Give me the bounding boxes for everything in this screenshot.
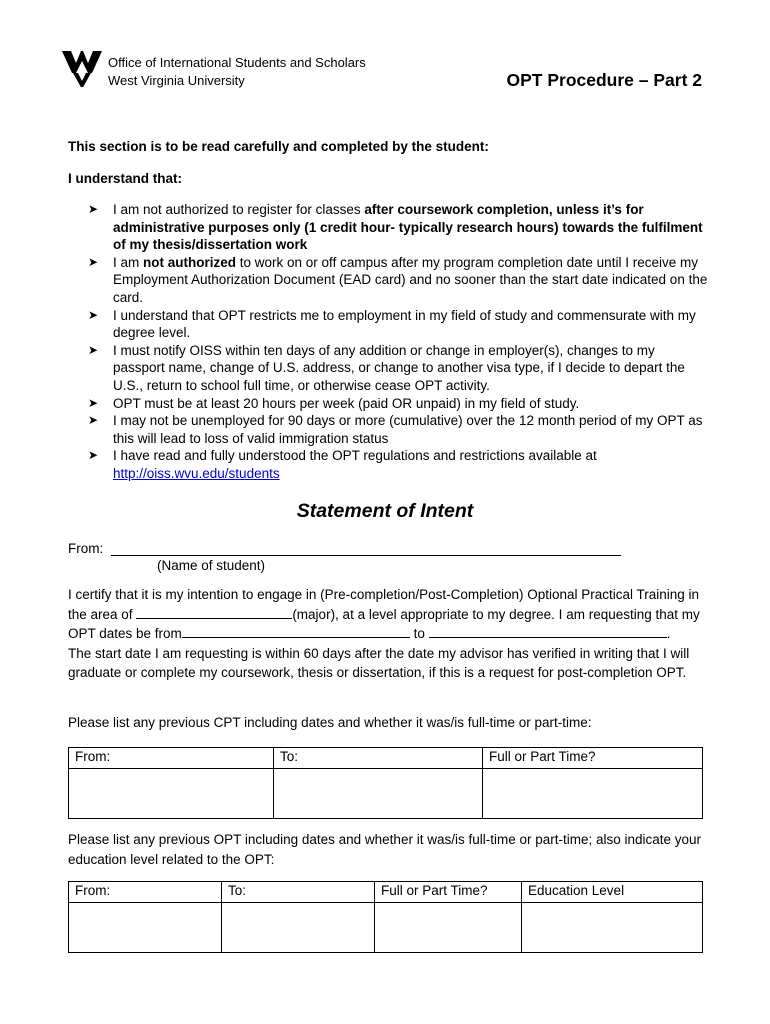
column-header: Education Level xyxy=(522,882,703,903)
cpt-time-cell[interactable] xyxy=(483,769,703,819)
table-row xyxy=(69,769,703,819)
arrow-bullet-icon: ➤ xyxy=(88,342,99,357)
acknowledgement-list xyxy=(68,201,708,483)
table-header-row xyxy=(69,748,703,769)
opt-education-cell[interactable] xyxy=(522,903,703,953)
office-name xyxy=(108,54,366,90)
cpt-prompt: Please list any previous CPT including dates and whether it was/is full-time or part-time: xyxy=(68,715,592,730)
oiss-students-link[interactable]: http://oiss.wvu.edu/students xyxy=(113,465,280,481)
opt-start-date-field[interactable] xyxy=(182,625,410,638)
wvu-logo xyxy=(62,47,102,87)
column-header: From: xyxy=(69,748,274,769)
statement-title: Statement of Intent xyxy=(296,500,474,522)
office-line-1: Office of International Students and Scholars xyxy=(108,55,366,70)
list-item: ➤ I may not be unemployed for 90 days or more (cumulative) over the 12 month period of my OPT as this will lead to loss of valid immigration status xyxy=(88,413,703,446)
arrow-bullet-icon: ➤ xyxy=(88,395,99,410)
intro-instruction: This section is to be read carefully and completed by the student: xyxy=(68,139,489,154)
list-item: ➤ OPT must be at least 20 hours per week (paid OR unpaid) in my field of study. xyxy=(88,395,580,411)
opt-to-cell[interactable] xyxy=(222,903,375,953)
list-item: ➤ I am not authorized to register for classes after coursework completion, unless it’s for administrative purposes only (1 credit hour- typically research hours) towards the fulfilment of my thesis/dissertation work xyxy=(88,202,703,253)
list-item: ➤ I understand that OPT restricts me to employment in my field of study and commensurate with my degree level. xyxy=(88,307,696,341)
opt-end-date-field[interactable] xyxy=(429,625,667,638)
certification-paragraph: I certify that it is my intention to engage in (Pre-completion/Post-Completion) Optional Practical Training in the area of (major), at a level appropriate to my degree. I am requesting that my OPT dates be from to . The start date I am requesting is within 60 days after the date my advisor has verified in writing that I will graduate or complete my coursework, thesis or dissertation, if this is a request for post-completion OPT. xyxy=(68,587,700,680)
understand-heading: I understand that: xyxy=(68,171,182,186)
cpt-table xyxy=(68,747,703,819)
opt-prompt: Please list any previous OPT including dates and whether it was/is full-time or part-time; also indicate your education level related to the OPT: xyxy=(68,832,702,867)
from-label: From: xyxy=(68,541,104,556)
arrow-bullet-icon: ➤ xyxy=(88,413,99,428)
opt-table xyxy=(68,881,703,953)
arrow-bullet-icon: ➤ xyxy=(88,202,99,216)
cpt-from-cell[interactable] xyxy=(69,769,274,819)
column-header: Full or Part Time? xyxy=(375,882,522,903)
column-header: To: xyxy=(274,748,483,769)
table-header-row xyxy=(69,882,703,903)
arrow-bullet-icon: ➤ xyxy=(88,254,99,269)
column-header: To: xyxy=(222,882,375,903)
cpt-to-cell[interactable] xyxy=(274,769,483,819)
column-header: From: xyxy=(69,882,222,903)
list-item: ➤ I have read and fully understood the OPT regulations and restrictions available at http://oiss.wvu.edu/students xyxy=(88,448,597,481)
major-field[interactable] xyxy=(136,606,292,619)
opt-time-cell[interactable] xyxy=(375,903,522,953)
student-name-field[interactable] xyxy=(111,543,621,556)
document-title: OPT Procedure – Part 2 xyxy=(506,70,702,90)
column-header: Full or Part Time? xyxy=(483,748,703,769)
from-row xyxy=(68,541,621,556)
arrow-bullet-icon: ➤ xyxy=(88,307,99,322)
list-item: ➤ I must notify OISS within ten days of any addition or change in employer(s), changes to my passport name, change of U.S. address, or change to another visa type, if I decide to depart the U.S., return to school full time, or otherwise cease OPT activity. xyxy=(88,342,685,393)
arrow-bullet-icon: ➤ xyxy=(88,448,99,463)
opt-from-cell[interactable] xyxy=(69,903,222,953)
office-line-2: West Virginia University xyxy=(108,73,245,88)
name-caption: (Name of student) xyxy=(157,558,266,573)
table-row xyxy=(69,903,703,953)
list-item: ➤ I am not authorized to work on or off campus after my program completion date until I receive my Employment Authorization Document (EAD card) and no sooner than the start date indicated on the card. xyxy=(88,254,708,305)
